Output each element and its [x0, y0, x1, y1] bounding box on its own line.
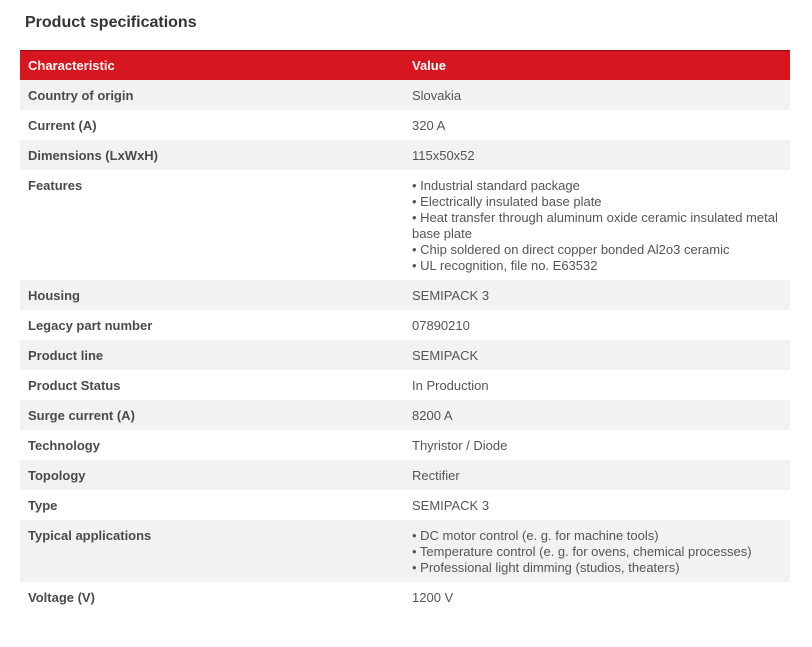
value-list-item: • Industrial standard package — [412, 177, 580, 193]
table-row — [20, 140, 790, 170]
row-value: SEMIPACK 3 — [412, 287, 490, 303]
row-characteristic: Housing — [28, 287, 80, 303]
table-row — [20, 370, 790, 400]
table-row — [20, 400, 790, 430]
row-characteristic: Technology — [28, 437, 100, 453]
row-value: SEMIPACK — [412, 347, 479, 363]
row-characteristic: Current (A) — [28, 117, 97, 133]
spec-table-header — [20, 51, 790, 80]
table-row — [20, 460, 790, 490]
spec-table-body — [20, 80, 790, 612]
row-characteristic: Features — [28, 177, 83, 193]
row-characteristic: Topology — [28, 467, 86, 483]
table-row — [20, 490, 790, 520]
table-row — [20, 280, 790, 310]
table-row — [20, 170, 790, 280]
row-characteristic: Product Status — [28, 377, 121, 393]
row-value: In Production — [412, 377, 489, 393]
row-value: 1200 V — [412, 589, 454, 605]
row-value: 320 A — [412, 117, 446, 133]
table-row — [20, 582, 790, 612]
value-list-item: • Heat transfer through aluminum oxide ceramic insulated metal base plate — [412, 209, 778, 241]
value-list-item: • UL recognition, file no. E63532 — [412, 257, 598, 273]
value-list-item: • Temperature control (e. g. for ovens, chemical processes) — [412, 543, 752, 559]
value-list-item: • Electrically insulated base plate — [412, 193, 602, 209]
table-row — [20, 110, 790, 140]
header-characteristic: Characteristic — [28, 58, 115, 73]
table-row — [20, 80, 790, 110]
row-characteristic: Dimensions (LxWxH) — [28, 147, 159, 163]
section-title: Product specifications — [25, 14, 197, 31]
table-row — [20, 340, 790, 370]
row-characteristic: Surge current (A) — [28, 407, 135, 423]
row-value: Slovakia — [412, 87, 462, 103]
row-characteristic: Legacy part number — [28, 317, 153, 333]
row-characteristic: Voltage (V) — [28, 589, 95, 605]
table-row — [20, 430, 790, 460]
row-characteristic: Type — [28, 497, 58, 513]
table-row — [20, 310, 790, 340]
row-value: Rectifier — [412, 467, 460, 483]
spec-table — [20, 50, 790, 612]
value-list-item: • Professional light dimming (studios, theaters) — [412, 559, 680, 575]
value-list-item: • DC motor control (e. g. for machine tools) — [412, 527, 659, 543]
row-value: 07890210 — [412, 317, 470, 333]
row-value: SEMIPACK 3 — [412, 497, 490, 513]
header-value: Value — [412, 58, 446, 73]
value-list-item: • Chip soldered on direct copper bonded Al2o3 ceramic — [412, 241, 730, 257]
row-characteristic: Product line — [28, 347, 104, 363]
row-value — [404, 520, 790, 582]
row-characteristic: Typical applications — [28, 527, 152, 543]
header-row — [20, 51, 790, 80]
row-value — [404, 170, 790, 280]
row-value: 8200 A — [412, 407, 453, 423]
row-characteristic: Country of origin — [28, 87, 134, 103]
row-value: Thyristor / Diode — [412, 437, 508, 453]
table-row — [20, 520, 790, 582]
row-value: 115x50x52 — [412, 147, 475, 163]
